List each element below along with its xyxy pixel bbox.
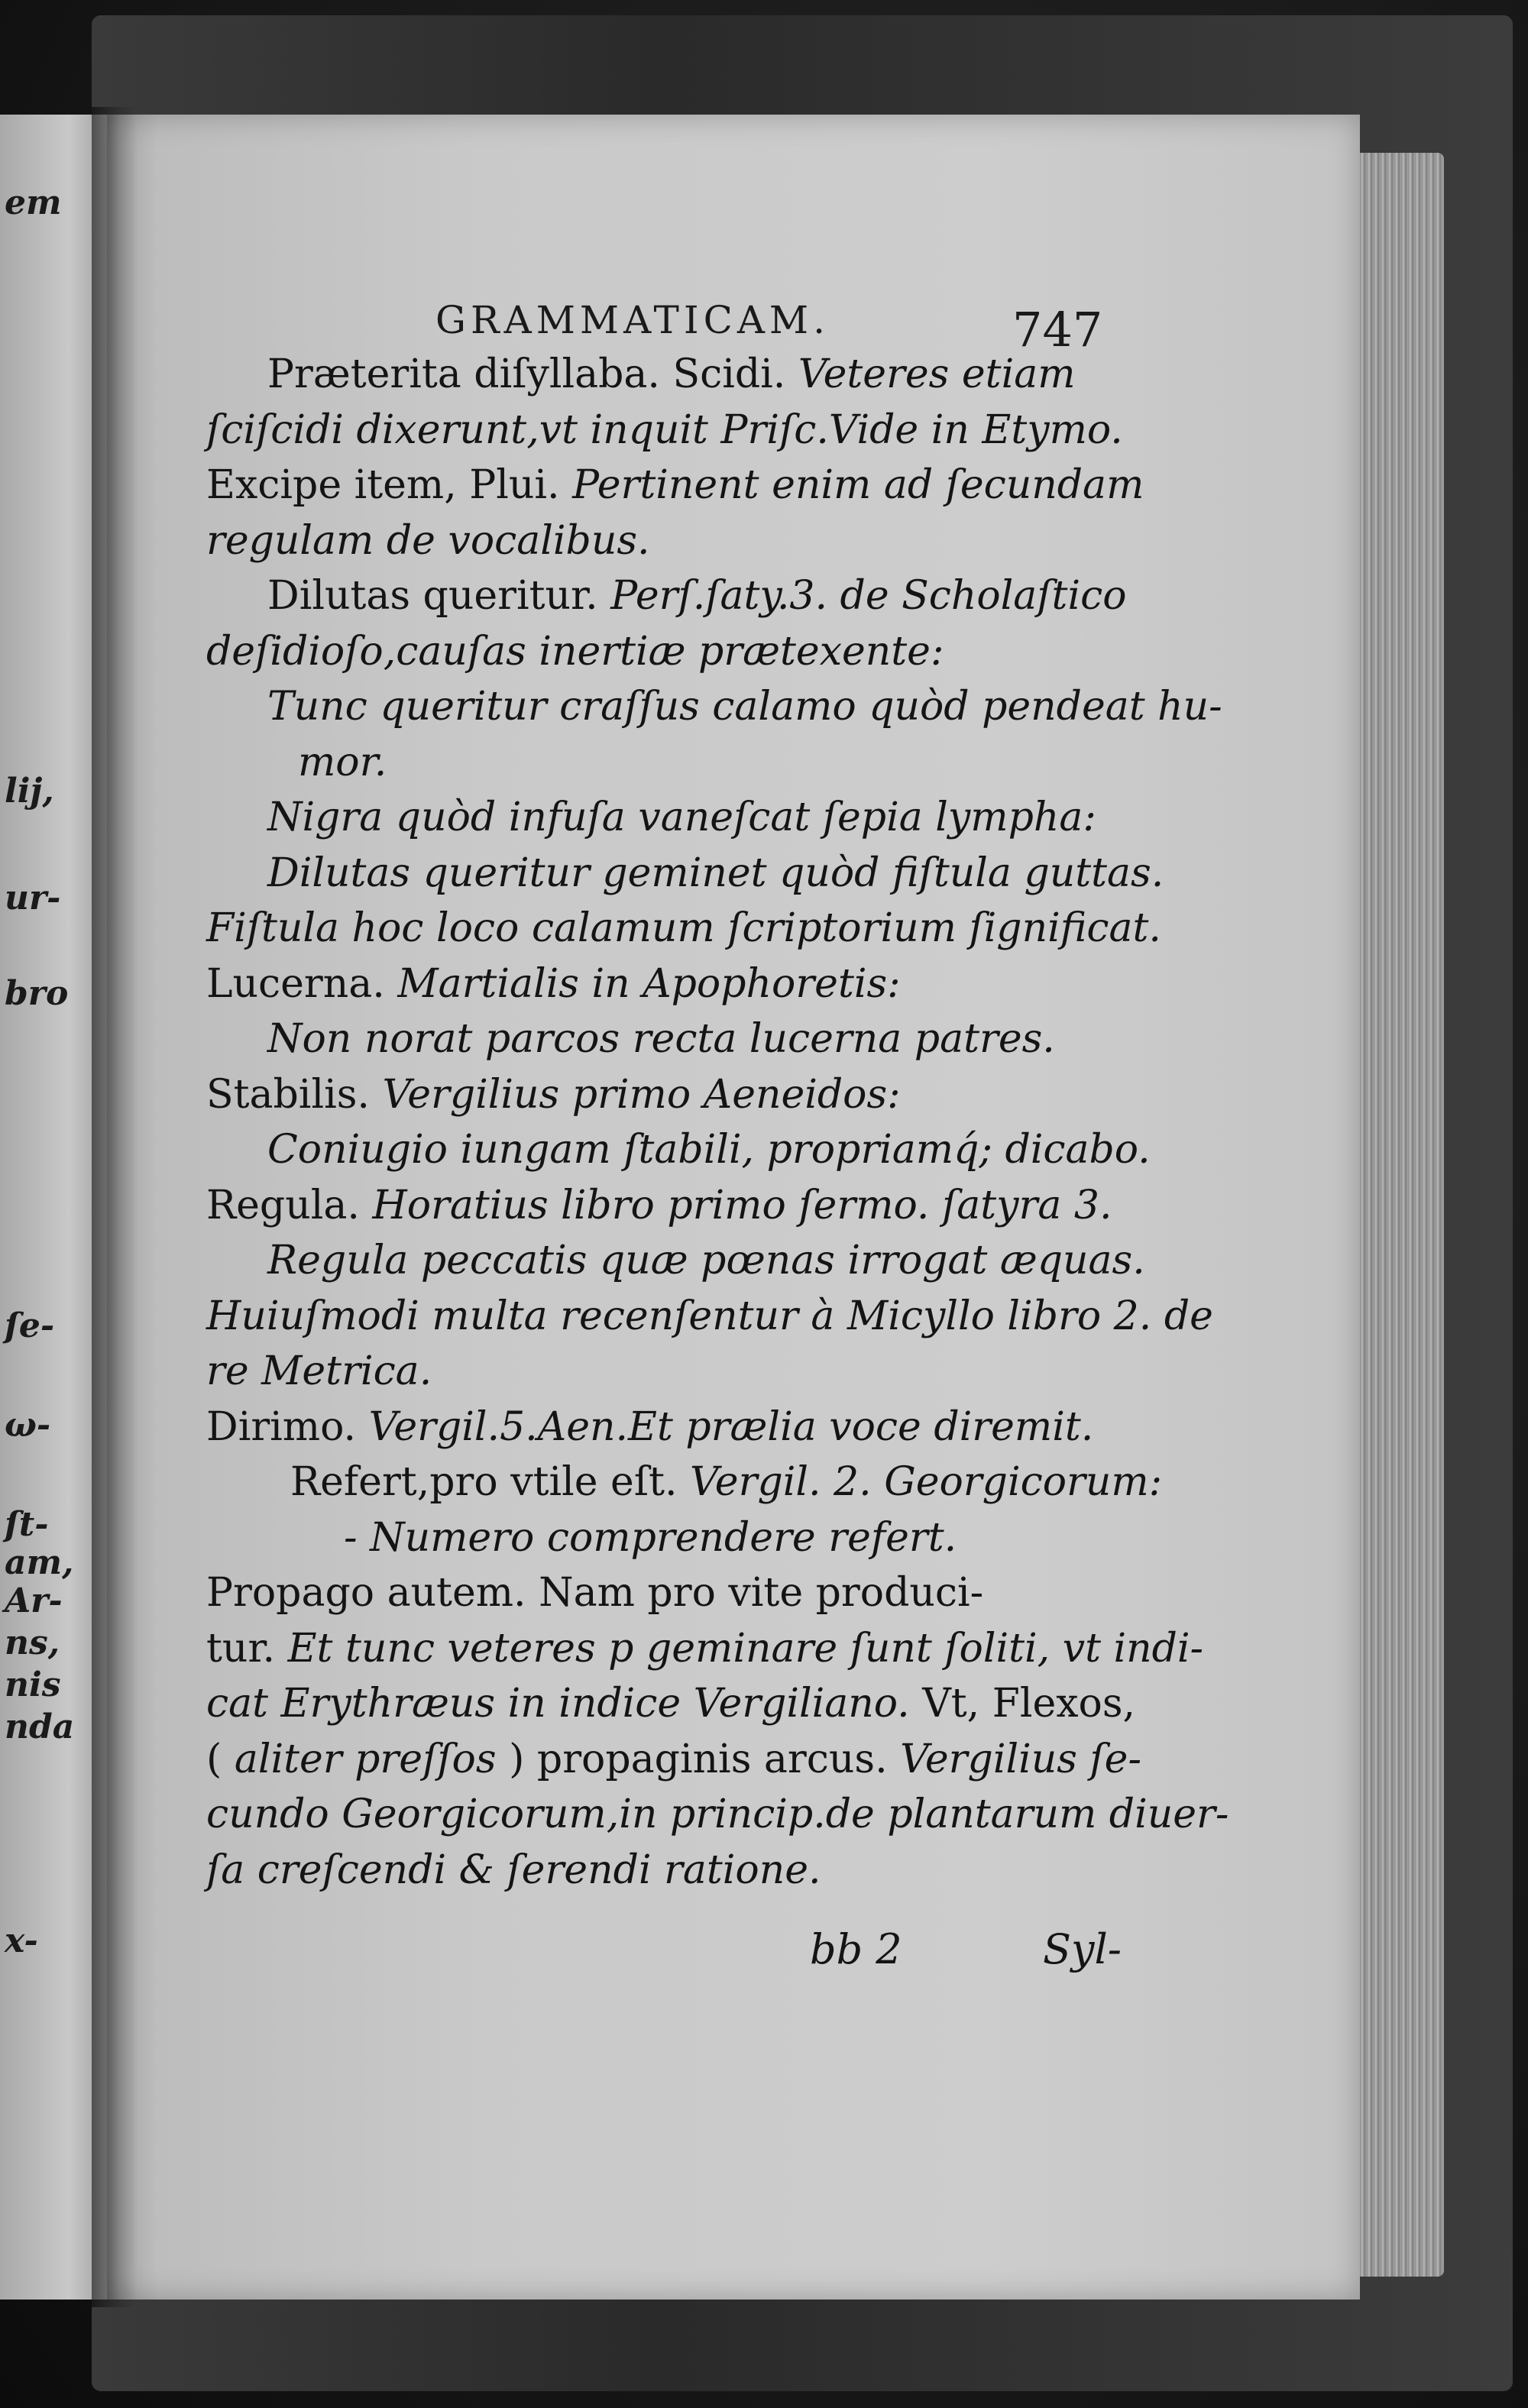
roman-run: ) propaginis arcus. [509, 1736, 888, 1782]
text-line [206, 905, 1161, 951]
italic-run: re Metrica. [206, 1348, 432, 1394]
italic-run: Vergil. 2. Georgicorum: [690, 1459, 1163, 1505]
text-line [206, 1072, 901, 1118]
text-line [206, 1404, 1093, 1450]
text-line [206, 1681, 1135, 1727]
text-line [206, 1847, 821, 1893]
left-page-fragment: x- [5, 1921, 38, 1960]
running-head: GRAMMATICAM. [435, 298, 830, 342]
text-line [206, 518, 650, 564]
italic-run: Dilutas queritur geminet quòd fiſtula guttas. [267, 850, 1164, 896]
text-line [267, 351, 1076, 397]
italic-run: - Numero comprendere refert. [344, 1514, 957, 1561]
italic-run: cundo Georgicorum,in princip.de plantarum diuer- [206, 1791, 1229, 1837]
italic-run: Non norat parcos recta lucerna patres. [267, 1016, 1055, 1062]
italic-run: Vergilius ſe- [900, 1736, 1142, 1782]
text-line [206, 1626, 1203, 1672]
left-page-fragment: nis [5, 1665, 61, 1704]
text-line [206, 629, 944, 675]
text-line [298, 740, 387, 785]
roman-run: Dirimo. [206, 1403, 357, 1450]
roman-run: Stabilis. [206, 1071, 370, 1118]
italic-run: Nigra quòd infuſa vaneſcat ſepia lympha: [267, 795, 1096, 840]
text-line [267, 850, 1164, 896]
text-line [267, 1016, 1055, 1062]
roman-run: Refert,pro vtile eſt. [290, 1459, 678, 1505]
italic-run: mor. [298, 739, 387, 785]
italic-run: ſa creſcendi & ſerendi ratione. [206, 1846, 821, 1893]
text-line [206, 462, 1144, 508]
left-page-fragment: ſt- [5, 1505, 49, 1544]
roman-run: Vt, Flexos, [922, 1681, 1136, 1727]
italic-run: Huiuſmodi multa recenſentur à Micyllo libro 2. de [206, 1293, 1213, 1339]
italic-run: Regula peccatis quæ pœnas irrogat æquas. [267, 1238, 1145, 1283]
italic-run: regulam de vocalibus. [206, 517, 650, 564]
text-line [267, 1127, 1151, 1173]
text-line [267, 684, 1222, 730]
italic-run: Veteres etiam [798, 351, 1076, 397]
left-page-fragment: nda [5, 1707, 75, 1746]
text-line [267, 795, 1096, 840]
roman-run: ( [206, 1736, 222, 1782]
italic-run: Vergilius primo Aeneidos: [382, 1071, 901, 1118]
text-line [206, 1183, 1112, 1228]
text-line [206, 1293, 1213, 1339]
catchword: Syl- [1043, 1925, 1122, 1973]
text-line [267, 573, 1127, 619]
left-page-fragment: Ar- [5, 1581, 63, 1620]
text-line [344, 1515, 957, 1561]
roman-run: Excipe item, Plui. [206, 462, 560, 508]
roman-run: Regula. [206, 1182, 360, 1228]
text-line [206, 1570, 983, 1616]
text-line [206, 1736, 1141, 1782]
left-page-fragment: ſe- [5, 1306, 55, 1345]
roman-run: Propago autem. Nam pro vite produci- [206, 1570, 984, 1616]
italic-run: Vergil.5.Aen.Et prælia voce diremit. [368, 1403, 1094, 1450]
text-line [290, 1459, 1162, 1505]
italic-run: Et tunc veteres p geminare ſunt ſoliti, vt indi- [287, 1625, 1204, 1672]
italic-run: Pertinent enim ad ſecundam [572, 462, 1144, 508]
italic-run: deſidioſo,cauſas inertiæ prætexente: [206, 628, 944, 675]
text-line [206, 407, 1123, 453]
italic-run: ſciſcidi dixerunt,vt inquit Priſc.Vide in Etymo. [206, 406, 1123, 453]
page-fore-edge [1360, 153, 1444, 2277]
gutter-shadow [92, 107, 138, 2307]
italic-run: Horatius libro primo ſermo. ſatyra 3. [372, 1182, 1112, 1228]
left-page-fragment: bro [5, 974, 69, 1013]
left-page-fragment: am, [5, 1543, 74, 1582]
left-page-fragment: lij, [5, 772, 54, 811]
left-page-fragment: ur- [5, 879, 61, 918]
roman-run: Dilutas queritur. [267, 573, 598, 619]
italic-run: Tunc queritur craſſus calamo quòd pendeat hu- [267, 684, 1222, 730]
italic-run: Coniugio iungam ſtabili, propriamq́; dicabo. [267, 1127, 1151, 1173]
left-page-fragment: ω- [5, 1406, 51, 1445]
roman-run: Præterita diſyllaba. Scidi. [267, 351, 786, 397]
page-number: 747 [1012, 302, 1103, 358]
roman-run: Lucerna. [206, 960, 385, 1007]
text-line [206, 1348, 432, 1394]
italic-run: Fiſtula hoc loco calamum ſcriptorium ſignificat. [206, 905, 1161, 951]
italic-run: Martialis in Apophoretis: [397, 960, 901, 1007]
italic-run: cat Erythræus in indice Vergiliano. [206, 1681, 910, 1727]
text-line [267, 1238, 1145, 1283]
roman-run: tur. [206, 1625, 276, 1672]
italic-run: aliter preſſos [234, 1736, 497, 1782]
text-line [206, 961, 901, 1007]
left-page-fragment: em [5, 183, 62, 222]
left-page-fragment: ns, [5, 1623, 60, 1662]
signature-mark: bb 2 [810, 1925, 902, 1973]
text-line [206, 1791, 1229, 1837]
italic-run: Perſ.ſaty.3. de Scholaſtico [610, 573, 1127, 619]
